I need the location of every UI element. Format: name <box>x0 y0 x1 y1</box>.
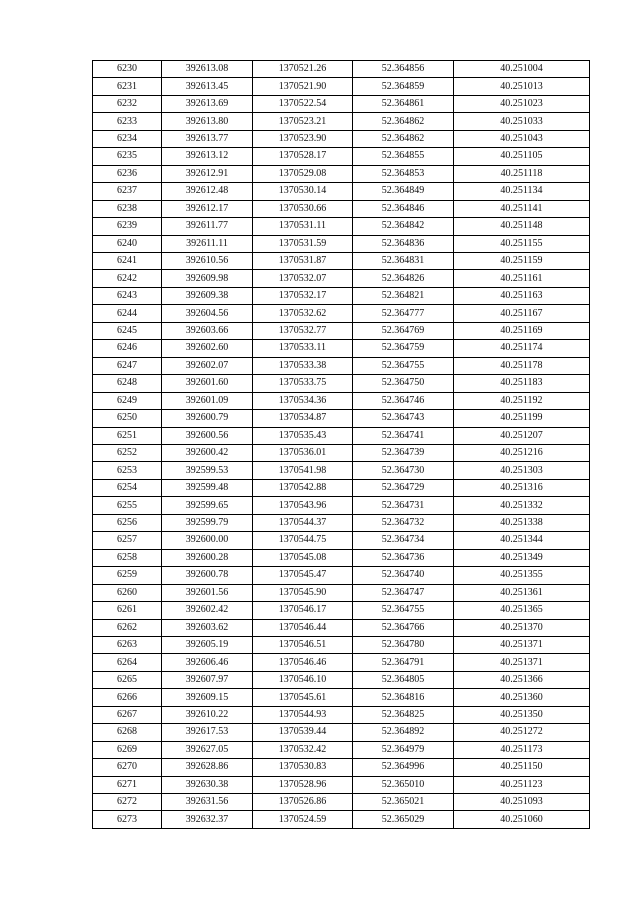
point-number-cell: 6272 <box>93 794 162 811</box>
x-coordinate-cell: 392617.53 <box>162 724 253 741</box>
latitude-cell: 40.251316 <box>454 479 590 496</box>
table-row <box>93 130 590 147</box>
latitude-cell: 40.251192 <box>454 392 590 409</box>
y-coordinate-cell: 1370521.90 <box>253 78 353 95</box>
point-number-cell: 6249 <box>93 392 162 409</box>
table-row <box>93 636 590 653</box>
x-coordinate-cell: 392631.56 <box>162 794 253 811</box>
table-row <box>93 235 590 252</box>
table-row <box>93 514 590 531</box>
point-number-cell: 6268 <box>93 724 162 741</box>
x-coordinate-cell: 392600.78 <box>162 567 253 584</box>
y-coordinate-cell: 1370543.96 <box>253 497 353 514</box>
point-number-cell: 6235 <box>93 148 162 165</box>
y-coordinate-cell: 1370534.36 <box>253 392 353 409</box>
table-row <box>93 183 590 200</box>
table-row <box>93 462 590 479</box>
point-number-cell: 6231 <box>93 78 162 95</box>
table-row <box>93 427 590 444</box>
x-coordinate-cell: 392612.17 <box>162 200 253 217</box>
latitude-cell: 40.251159 <box>454 252 590 269</box>
point-number-cell: 6259 <box>93 567 162 584</box>
y-coordinate-cell: 1370531.59 <box>253 235 353 252</box>
x-coordinate-cell: 392603.66 <box>162 322 253 339</box>
longitude-cell: 52.364780 <box>353 636 454 653</box>
point-number-cell: 6270 <box>93 759 162 776</box>
point-number-cell: 6262 <box>93 619 162 636</box>
longitude-cell: 52.364821 <box>353 287 454 304</box>
point-number-cell: 6251 <box>93 427 162 444</box>
longitude-cell: 52.364825 <box>353 706 454 723</box>
x-coordinate-cell: 392600.56 <box>162 427 253 444</box>
longitude-cell: 52.364791 <box>353 654 454 671</box>
y-coordinate-cell: 1370530.14 <box>253 183 353 200</box>
point-number-cell: 6256 <box>93 514 162 531</box>
table-row <box>93 165 590 182</box>
latitude-cell: 40.251033 <box>454 113 590 130</box>
table-row <box>93 252 590 269</box>
latitude-cell: 40.251370 <box>454 619 590 636</box>
longitude-cell: 52.364855 <box>353 148 454 165</box>
y-coordinate-cell: 1370528.96 <box>253 776 353 793</box>
y-coordinate-cell: 1370544.75 <box>253 532 353 549</box>
longitude-cell: 52.364769 <box>353 322 454 339</box>
y-coordinate-cell: 1370532.07 <box>253 270 353 287</box>
point-number-cell: 6255 <box>93 497 162 514</box>
point-number-cell: 6258 <box>93 549 162 566</box>
longitude-cell: 52.364743 <box>353 410 454 427</box>
point-number-cell: 6241 <box>93 252 162 269</box>
longitude-cell: 52.364750 <box>353 375 454 392</box>
point-number-cell: 6239 <box>93 218 162 235</box>
table-row <box>93 444 590 461</box>
x-coordinate-cell: 392600.28 <box>162 549 253 566</box>
latitude-cell: 40.251004 <box>454 61 590 78</box>
longitude-cell: 52.364732 <box>353 514 454 531</box>
y-coordinate-cell: 1370524.59 <box>253 811 353 828</box>
y-coordinate-cell: 1370530.83 <box>253 759 353 776</box>
latitude-cell: 40.251155 <box>454 235 590 252</box>
point-number-cell: 6253 <box>93 462 162 479</box>
point-number-cell: 6243 <box>93 287 162 304</box>
point-number-cell: 6236 <box>93 165 162 182</box>
point-number-cell: 6265 <box>93 671 162 688</box>
y-coordinate-cell: 1370545.61 <box>253 689 353 706</box>
longitude-cell: 52.364731 <box>353 497 454 514</box>
point-number-cell: 6264 <box>93 654 162 671</box>
table-row <box>93 410 590 427</box>
y-coordinate-cell: 1370546.51 <box>253 636 353 653</box>
x-coordinate-cell: 392613.80 <box>162 113 253 130</box>
x-coordinate-cell: 392599.65 <box>162 497 253 514</box>
longitude-cell: 52.364766 <box>353 619 454 636</box>
y-coordinate-cell: 1370532.62 <box>253 305 353 322</box>
latitude-cell: 40.251161 <box>454 270 590 287</box>
latitude-cell: 40.251344 <box>454 532 590 549</box>
y-coordinate-cell: 1370535.43 <box>253 427 353 444</box>
point-number-cell: 6263 <box>93 636 162 653</box>
longitude-cell: 52.364853 <box>353 165 454 182</box>
point-number-cell: 6242 <box>93 270 162 287</box>
longitude-cell: 52.364759 <box>353 340 454 357</box>
x-coordinate-cell: 392604.56 <box>162 305 253 322</box>
longitude-cell: 52.364734 <box>353 532 454 549</box>
table-row <box>93 270 590 287</box>
x-coordinate-cell: 392611.77 <box>162 218 253 235</box>
longitude-cell: 52.364979 <box>353 741 454 758</box>
table-row <box>93 200 590 217</box>
coordinates-table-body <box>93 61 590 829</box>
y-coordinate-cell: 1370546.44 <box>253 619 353 636</box>
y-coordinate-cell: 1370536.01 <box>253 444 353 461</box>
latitude-cell: 40.251013 <box>454 78 590 95</box>
y-coordinate-cell: 1370534.87 <box>253 410 353 427</box>
longitude-cell: 52.365029 <box>353 811 454 828</box>
x-coordinate-cell: 392613.69 <box>162 95 253 112</box>
x-coordinate-cell: 392601.60 <box>162 375 253 392</box>
y-coordinate-cell: 1370542.88 <box>253 479 353 496</box>
x-coordinate-cell: 392602.42 <box>162 602 253 619</box>
y-coordinate-cell: 1370545.08 <box>253 549 353 566</box>
longitude-cell: 52.364859 <box>353 78 454 95</box>
x-coordinate-cell: 392613.12 <box>162 148 253 165</box>
point-number-cell: 6230 <box>93 61 162 78</box>
longitude-cell: 52.364741 <box>353 427 454 444</box>
x-coordinate-cell: 392599.48 <box>162 479 253 496</box>
y-coordinate-cell: 1370533.75 <box>253 375 353 392</box>
y-coordinate-cell: 1370529.08 <box>253 165 353 182</box>
latitude-cell: 40.251350 <box>454 706 590 723</box>
latitude-cell: 40.251199 <box>454 410 590 427</box>
point-number-cell: 6232 <box>93 95 162 112</box>
latitude-cell: 40.251173 <box>454 741 590 758</box>
x-coordinate-cell: 392612.91 <box>162 165 253 182</box>
latitude-cell: 40.251043 <box>454 130 590 147</box>
latitude-cell: 40.251163 <box>454 287 590 304</box>
longitude-cell: 52.364755 <box>353 602 454 619</box>
longitude-cell: 52.364862 <box>353 130 454 147</box>
latitude-cell: 40.251332 <box>454 497 590 514</box>
longitude-cell: 52.364861 <box>353 95 454 112</box>
latitude-cell: 40.251338 <box>454 514 590 531</box>
latitude-cell: 40.251093 <box>454 794 590 811</box>
point-number-cell: 6260 <box>93 584 162 601</box>
x-coordinate-cell: 392599.53 <box>162 462 253 479</box>
table-row <box>93 113 590 130</box>
y-coordinate-cell: 1370546.46 <box>253 654 353 671</box>
table-row <box>93 357 590 374</box>
x-coordinate-cell: 392610.56 <box>162 252 253 269</box>
x-coordinate-cell: 392601.56 <box>162 584 253 601</box>
table-row <box>93 375 590 392</box>
longitude-cell: 52.364826 <box>353 270 454 287</box>
point-number-cell: 6269 <box>93 741 162 758</box>
point-number-cell: 6248 <box>93 375 162 392</box>
y-coordinate-cell: 1370533.11 <box>253 340 353 357</box>
point-number-cell: 6267 <box>93 706 162 723</box>
latitude-cell: 40.251365 <box>454 602 590 619</box>
table-row <box>93 584 590 601</box>
longitude-cell: 52.364842 <box>353 218 454 235</box>
latitude-cell: 40.251349 <box>454 549 590 566</box>
table-row <box>93 218 590 235</box>
table-row <box>93 654 590 671</box>
table-row <box>93 689 590 706</box>
y-coordinate-cell: 1370545.47 <box>253 567 353 584</box>
latitude-cell: 40.251123 <box>454 776 590 793</box>
latitude-cell: 40.251366 <box>454 671 590 688</box>
longitude-cell: 52.365021 <box>353 794 454 811</box>
point-number-cell: 6244 <box>93 305 162 322</box>
point-number-cell: 6254 <box>93 479 162 496</box>
latitude-cell: 40.251169 <box>454 322 590 339</box>
table-row <box>93 567 590 584</box>
table-row <box>93 794 590 811</box>
table-row <box>93 811 590 828</box>
y-coordinate-cell: 1370522.54 <box>253 95 353 112</box>
table-row <box>93 549 590 566</box>
point-number-cell: 6237 <box>93 183 162 200</box>
y-coordinate-cell: 1370546.10 <box>253 671 353 688</box>
longitude-cell: 52.364846 <box>353 200 454 217</box>
x-coordinate-cell: 392609.38 <box>162 287 253 304</box>
point-number-cell: 6250 <box>93 410 162 427</box>
table-row <box>93 532 590 549</box>
y-coordinate-cell: 1370532.42 <box>253 741 353 758</box>
latitude-cell: 40.251118 <box>454 165 590 182</box>
table-row <box>93 706 590 723</box>
table-row <box>93 95 590 112</box>
longitude-cell: 52.364862 <box>353 113 454 130</box>
point-number-cell: 6261 <box>93 602 162 619</box>
latitude-cell: 40.251207 <box>454 427 590 444</box>
longitude-cell: 52.364831 <box>353 252 454 269</box>
y-coordinate-cell: 1370539.44 <box>253 724 353 741</box>
y-coordinate-cell: 1370544.37 <box>253 514 353 531</box>
table-row <box>93 479 590 496</box>
table-row <box>93 671 590 688</box>
latitude-cell: 40.251361 <box>454 584 590 601</box>
y-coordinate-cell: 1370523.21 <box>253 113 353 130</box>
point-number-cell: 6252 <box>93 444 162 461</box>
table-row <box>93 148 590 165</box>
longitude-cell: 52.365010 <box>353 776 454 793</box>
x-coordinate-cell: 392613.77 <box>162 130 253 147</box>
latitude-cell: 40.251355 <box>454 567 590 584</box>
latitude-cell: 40.251174 <box>454 340 590 357</box>
x-coordinate-cell: 392609.15 <box>162 689 253 706</box>
latitude-cell: 40.251371 <box>454 654 590 671</box>
table-row <box>93 602 590 619</box>
longitude-cell: 52.364856 <box>353 61 454 78</box>
longitude-cell: 52.364747 <box>353 584 454 601</box>
y-coordinate-cell: 1370533.38 <box>253 357 353 374</box>
x-coordinate-cell: 392606.46 <box>162 654 253 671</box>
x-coordinate-cell: 392600.00 <box>162 532 253 549</box>
table-row <box>93 392 590 409</box>
x-coordinate-cell: 392632.37 <box>162 811 253 828</box>
table-row <box>93 741 590 758</box>
table-row <box>93 759 590 776</box>
latitude-cell: 40.251150 <box>454 759 590 776</box>
y-coordinate-cell: 1370544.93 <box>253 706 353 723</box>
point-number-cell: 6257 <box>93 532 162 549</box>
x-coordinate-cell: 392605.19 <box>162 636 253 653</box>
x-coordinate-cell: 392612.48 <box>162 183 253 200</box>
longitude-cell: 52.364746 <box>353 392 454 409</box>
longitude-cell: 52.364816 <box>353 689 454 706</box>
point-number-cell: 6234 <box>93 130 162 147</box>
longitude-cell: 52.364849 <box>353 183 454 200</box>
latitude-cell: 40.251105 <box>454 148 590 165</box>
longitude-cell: 52.364739 <box>353 444 454 461</box>
y-coordinate-cell: 1370531.11 <box>253 218 353 235</box>
x-coordinate-cell: 392600.42 <box>162 444 253 461</box>
point-number-cell: 6273 <box>93 811 162 828</box>
table-row <box>93 78 590 95</box>
latitude-cell: 40.251141 <box>454 200 590 217</box>
x-coordinate-cell: 392630.38 <box>162 776 253 793</box>
point-number-cell: 6271 <box>93 776 162 793</box>
y-coordinate-cell: 1370526.86 <box>253 794 353 811</box>
latitude-cell: 40.251371 <box>454 636 590 653</box>
point-number-cell: 6238 <box>93 200 162 217</box>
latitude-cell: 40.251360 <box>454 689 590 706</box>
x-coordinate-cell: 392613.45 <box>162 78 253 95</box>
longitude-cell: 52.364740 <box>353 567 454 584</box>
table-row <box>93 776 590 793</box>
longitude-cell: 52.364755 <box>353 357 454 374</box>
table-row <box>93 305 590 322</box>
y-coordinate-cell: 1370523.90 <box>253 130 353 147</box>
point-number-cell: 6266 <box>93 689 162 706</box>
point-number-cell: 6233 <box>93 113 162 130</box>
x-coordinate-cell: 392602.60 <box>162 340 253 357</box>
x-coordinate-cell: 392600.79 <box>162 410 253 427</box>
longitude-cell: 52.364777 <box>353 305 454 322</box>
table-row <box>93 724 590 741</box>
latitude-cell: 40.251148 <box>454 218 590 235</box>
latitude-cell: 40.251060 <box>454 811 590 828</box>
latitude-cell: 40.251134 <box>454 183 590 200</box>
y-coordinate-cell: 1370546.17 <box>253 602 353 619</box>
latitude-cell: 40.251023 <box>454 95 590 112</box>
latitude-cell: 40.251216 <box>454 444 590 461</box>
y-coordinate-cell: 1370528.17 <box>253 148 353 165</box>
x-coordinate-cell: 392628.86 <box>162 759 253 776</box>
x-coordinate-cell: 392599.79 <box>162 514 253 531</box>
x-coordinate-cell: 392609.98 <box>162 270 253 287</box>
table-row <box>93 287 590 304</box>
x-coordinate-cell: 392610.22 <box>162 706 253 723</box>
point-number-cell: 6245 <box>93 322 162 339</box>
x-coordinate-cell: 392603.62 <box>162 619 253 636</box>
y-coordinate-cell: 1370531.87 <box>253 252 353 269</box>
table-row <box>93 497 590 514</box>
x-coordinate-cell: 392627.05 <box>162 741 253 758</box>
longitude-cell: 52.364805 <box>353 671 454 688</box>
latitude-cell: 40.251272 <box>454 724 590 741</box>
coordinates-table <box>92 60 590 829</box>
table-row <box>93 322 590 339</box>
y-coordinate-cell: 1370532.77 <box>253 322 353 339</box>
point-number-cell: 6246 <box>93 340 162 357</box>
longitude-cell: 52.364730 <box>353 462 454 479</box>
longitude-cell: 52.364996 <box>353 759 454 776</box>
latitude-cell: 40.251183 <box>454 375 590 392</box>
table-row <box>93 619 590 636</box>
y-coordinate-cell: 1370521.26 <box>253 61 353 78</box>
longitude-cell: 52.364729 <box>353 479 454 496</box>
point-number-cell: 6247 <box>93 357 162 374</box>
latitude-cell: 40.251178 <box>454 357 590 374</box>
latitude-cell: 40.251167 <box>454 305 590 322</box>
longitude-cell: 52.364736 <box>353 549 454 566</box>
x-coordinate-cell: 392602.07 <box>162 357 253 374</box>
x-coordinate-cell: 392613.08 <box>162 61 253 78</box>
y-coordinate-cell: 1370532.17 <box>253 287 353 304</box>
table-row <box>93 340 590 357</box>
latitude-cell: 40.251303 <box>454 462 590 479</box>
longitude-cell: 52.364836 <box>353 235 454 252</box>
point-number-cell: 6240 <box>93 235 162 252</box>
x-coordinate-cell: 392601.09 <box>162 392 253 409</box>
y-coordinate-cell: 1370541.98 <box>253 462 353 479</box>
y-coordinate-cell: 1370530.66 <box>253 200 353 217</box>
x-coordinate-cell: 392607.97 <box>162 671 253 688</box>
y-coordinate-cell: 1370545.90 <box>253 584 353 601</box>
table-row <box>93 61 590 78</box>
longitude-cell: 52.364892 <box>353 724 454 741</box>
x-coordinate-cell: 392611.11 <box>162 235 253 252</box>
